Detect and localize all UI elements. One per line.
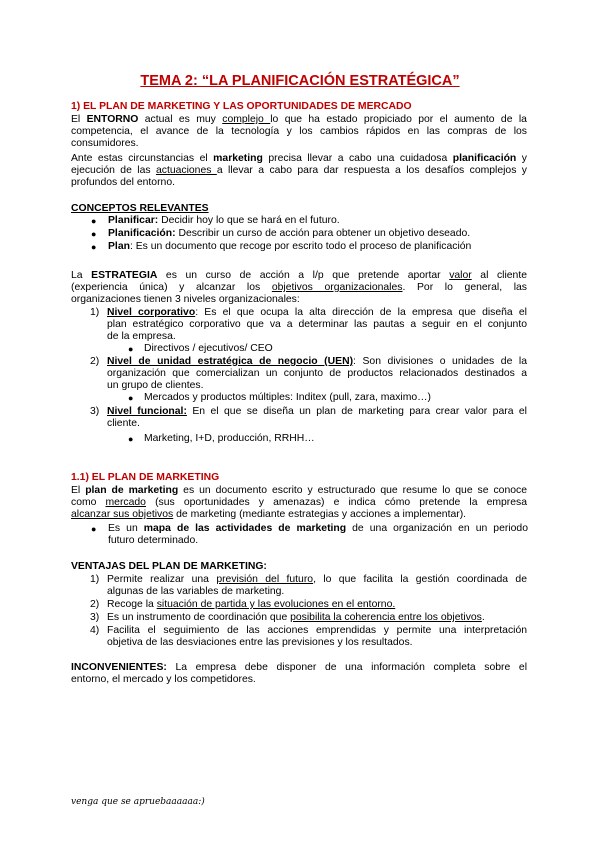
paragraph-line: El ENTORNO actual es muy complejo lo que ha estado propiciado por el aumento de la <box>71 114 527 125</box>
list-item-line: organización que comercializan un conjunto de productos relacionados destinados a <box>107 368 527 379</box>
paragraph-line: La ESTRATEGIA es un curso de acción a l/p que pretende aportar valor al cliente <box>71 270 527 281</box>
list-item: Facilita el seguimiento de las acciones emprendidas y permite una interpretación <box>107 625 527 636</box>
paragraph-line: Ante estas circunstancias el marketing precisa llevar a cabo una cuidadosa planificación y <box>71 153 527 164</box>
list-item-line: algunas de las variables de marketing. <box>107 586 285 597</box>
section-heading: 1.1) EL PLAN DE MARKETING <box>71 472 220 483</box>
list-item: Recoge la situación de partida y las evoluciones en el entorno. <box>107 599 396 610</box>
subheading: CONCEPTOS RELEVANTES <box>71 203 209 214</box>
bullet-icon: ● <box>91 229 97 239</box>
list-item: Permite realizar una previsión del futuro, lo que facilita la gestión coordinada de <box>107 574 527 585</box>
sub-list-item: Mercados y productos múltiples: Inditex (pull, zara, maximo…) <box>144 392 432 403</box>
sub-list-item: Directivos / ejecutivos/ CEO <box>144 343 273 354</box>
list-number: 2) <box>90 599 100 610</box>
list-number: 4) <box>90 625 100 636</box>
bullet-icon: ● <box>91 216 97 226</box>
list-item: Nivel funcional: En el que se diseña un plan de marketing para crear valor para el <box>107 406 527 417</box>
paragraph-line: como mercado (sus oportunidades y amenazas) e indica cómo pretende la empresa <box>71 497 528 508</box>
page-title: TEMA 2: “LA PLANIFICACIÓN ESTRATÉGICA” <box>140 73 460 89</box>
list-number: 1) <box>90 574 100 585</box>
list-number: 2) <box>90 356 100 367</box>
list-item: Plan: Es un documento que recoge por escrito todo el proceso de planificación <box>108 241 472 252</box>
list-item: Es un instrumento de coordinación que posibilita la coherencia entre los objetivos. <box>107 612 485 623</box>
list-item: Es un mapa de las actividades de marketing de una organización en un periodo <box>108 523 528 534</box>
list-item-line: objetiva de las desviaciones entre las previsiones y los resultados. <box>107 637 413 648</box>
list-item: Nivel corporativo: Es el que ocupa la alta dirección de la empresa que diseña el <box>107 307 527 318</box>
bullet-icon: ● <box>91 242 97 252</box>
paragraph-line: consumidores. <box>71 138 139 149</box>
bullet-icon: ● <box>128 344 134 354</box>
paragraph-line: ejecución de las actuaciones a llevar a cabo para dar respuesta a los desafíos complejos y <box>71 165 528 176</box>
subheading: VENTAJAS DEL PLAN DE MARKETING: <box>71 561 267 572</box>
list-number: 3) <box>90 406 100 417</box>
bullet-icon: ● <box>91 524 97 534</box>
list-item: Planificación: Describir un curso de acción para obtener un objetivo deseado. <box>108 228 471 239</box>
paragraph-line: INCONVENIENTES: La empresa debe disponer de una información completa sobre el <box>71 662 527 673</box>
paragraph-line: profundos del entorno. <box>71 177 175 188</box>
paragraph-line: alcanzar sus objetivos de marketing (mediante estrategias y acciones a implementar). <box>71 509 467 520</box>
list-item-line: futuro determinado. <box>108 535 199 546</box>
sub-list-item: Marketing, I+D, producción, RRHH… <box>144 433 315 444</box>
paragraph-line: entorno, el mercado y los competidores. <box>71 674 256 685</box>
bullet-icon: ● <box>128 434 134 444</box>
list-item-line: un grupo de clientes. <box>107 380 204 391</box>
paragraph-line: (experiencia única) y alcanzar los objetivos organizacionales. Por lo general, las <box>71 282 528 293</box>
list-item-line: de la empresa. <box>107 331 176 342</box>
list-item-line: cliente. <box>107 418 140 429</box>
list-number: 3) <box>90 612 100 623</box>
list-number: 1) <box>90 307 100 318</box>
bullet-icon: ● <box>128 393 134 403</box>
paragraph-line: competencia, el avance de la tecnología y los cambios rápidos en las compras de los <box>71 126 527 137</box>
paragraph-line: organizaciones tienen 3 niveles organizacionales: <box>71 294 300 305</box>
list-item-line: plan estratégico corporativo que va a determinar las pautas a seguir en el conjunto <box>107 319 527 330</box>
section-heading: 1) EL PLAN DE MARKETING Y LAS OPORTUNIDADES DE MERCADO <box>71 101 412 112</box>
footer-note: venga que se aprueba​aaaaa:) <box>71 797 205 807</box>
list-item: Nivel de unidad estratégica de negocio (UEN): Son divisiones o unidades de la <box>107 356 527 367</box>
paragraph-line: El plan de marketing es un documento escrito y estructurado que resume lo que se conoce <box>71 485 527 496</box>
list-item: Planificar: Decidir hoy lo que se hará en el futuro. <box>108 215 340 226</box>
